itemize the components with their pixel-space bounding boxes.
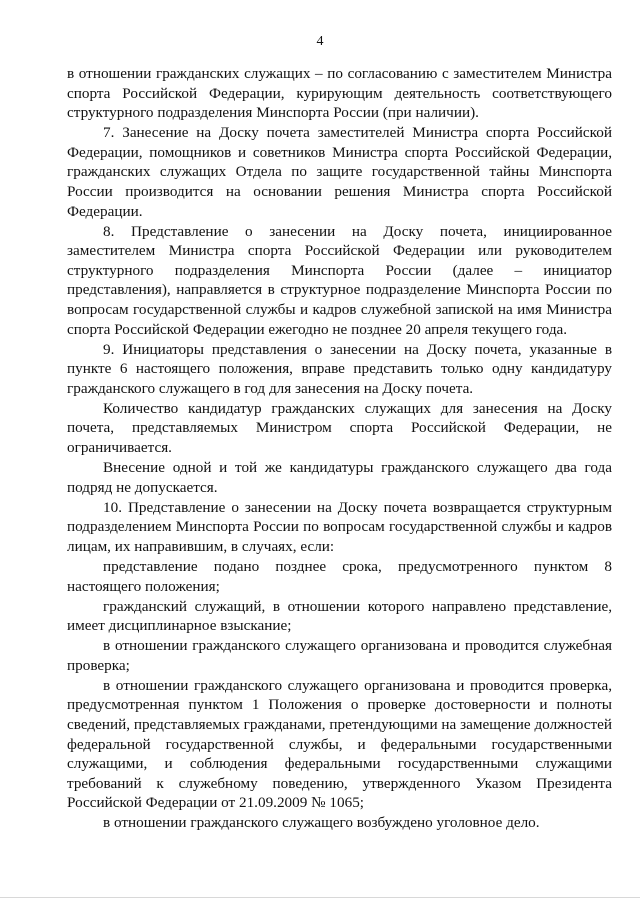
page-number: 4 — [316, 34, 324, 49]
list-item-disciplinary: гражданский служащий, в отношении которого направлено представление, имеет дисциплинарное взыскание; — [67, 597, 612, 635]
page-bottom-divider — [0, 897, 640, 898]
paragraph-repeat-restriction: Внесение одной и той же кандидатуры гражданского служащего два года подряд не допускается. — [67, 459, 612, 496]
paragraph-item-8: 8. Представление о занесении на Доску почета, инициированное заместителем Министра спорта Российской Федерации или руководителем структурного подразделения Минспорта России (далее – инициатор представления), направляется в структурное подразделение Минспорта России по вопросам государственной службы и кадров служебной запиской на имя Министра спорта Российской Федерации ежегодно не позднее 20 апреля текущего года. — [67, 222, 612, 338]
paragraph-item-10: 10. Представление о занесении на Доску почета возвращается структурным подразделением Минспорта России по вопросам государственной службы и кадров лицам, их направившим, в случаях, если: — [67, 498, 612, 555]
list-item-criminal-case: в отношении гражданского служащего возбуждено уголовное дело. — [103, 814, 540, 832]
paragraph-candidates-count: Количество кандидатур гражданских служащих для занесения на Доску почета, представляемых Министром спорта Российской Федерации, не ограничивается. — [67, 399, 612, 457]
paragraph-item-9: 9. Инициаторы представления о занесении на Доску почета, указанные в пункте 6 настоящего положения, вправе представить только одну кандидатуру гражданского служащего в год для занесения на Доску почета. — [67, 340, 612, 397]
paragraph-item-7: 7. Занесение на Доску почета заместителей Министра спорта Российской Федерации, помощников и советников Министра спорта Российской Федерации, гражданских служащих Отдела по защите государственной тайны Минспорта России производится на основании решения Министра спорта Российской Федерации. — [67, 124, 612, 220]
list-item-late-submission: представление подано позднее срока, предусмотренного пунктом 8 настоящего положения; — [67, 557, 612, 595]
document-body — [67, 64, 612, 833]
list-item-official-inspection: в отношении гражданского служащего организована и проводится служебная проверка; — [67, 637, 612, 674]
list-item-verification: в отношении гражданского служащего организована и проводится проверка, предусмотренная пунктом 1 Положения о проверке достоверности и полноты сведений, представляемых гражданами, претендующими на замещение должностей федеральной государственной службы, и федеральными государственными служащими, и соблюдения федеральными государственными служащими требований к служебному поведению, утвержденного Указом Президента Российской Федерации от 21.09.2009 № 1065; — [67, 676, 612, 812]
paragraph-continuation: в отношении гражданских служащих – по согласованию с заместителем Министра спорта Российской Федерации, курирующим деятельность соответствующего структурного подразделения Минспорта России (при наличии). — [67, 65, 612, 122]
